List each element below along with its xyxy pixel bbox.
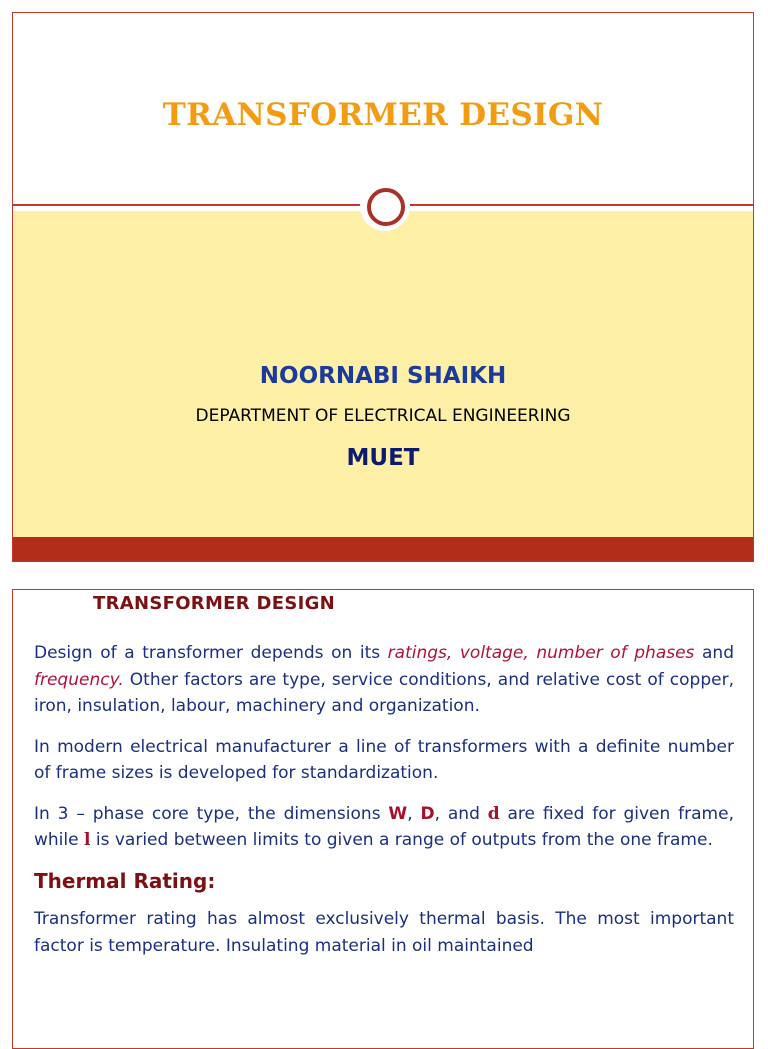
slide-heading: TRANSFORMER DESIGN — [93, 593, 336, 614]
title-slide — [12, 12, 754, 562]
symbol-l: l — [84, 830, 91, 850]
circle-ornament-icon — [367, 188, 405, 226]
text: are fixed for given frame, while — [34, 803, 734, 850]
text: and — [694, 643, 734, 663]
content-slide — [12, 589, 754, 1049]
paragraph-design — [34, 640, 734, 720]
text: , and — [434, 803, 488, 824]
paragraph-thermal: Transformer rating has almost exclusively thermal basis. The most important factor is temperature. Insulating material in oil maintained — [34, 909, 734, 956]
text: is varied between limits to given a range of outputs from the one frame. — [90, 830, 713, 850]
institution-name: MUET — [346, 445, 420, 471]
text: Other factors are type, service conditions, and relative cost of copper, iron, insulation, labour, machinery and organization. — [34, 669, 734, 716]
highlight-ratings: ratings, voltage, number of phases — [387, 643, 695, 663]
symbol-d-lower: d — [487, 803, 500, 824]
department-name: DEPARTMENT OF ELECTRICAL ENGINEERING — [195, 406, 571, 426]
text: In 3 – phase core type, the dimensions — [34, 803, 389, 824]
highlight-frequency: frequency. — [34, 669, 124, 690]
paragraph-dimensions — [34, 801, 734, 854]
paragraph-standardization: In modern electrical manufacturer a line of transformers with a definite number of frame sizes is developed for standardization. — [34, 736, 734, 783]
text: Design of a transformer depends on its — [34, 643, 388, 663]
text: , — [407, 803, 421, 824]
symbol-d-upper: D — [420, 803, 435, 824]
author-name: NOORNABI SHAIKH — [259, 363, 507, 389]
slide-body — [34, 640, 734, 973]
footer-bar — [13, 537, 753, 562]
slide-title: TRANSFORMER DESIGN — [162, 97, 604, 133]
subheading-thermal-rating: Thermal Rating: — [34, 868, 216, 893]
symbol-w: W — [388, 803, 408, 824]
